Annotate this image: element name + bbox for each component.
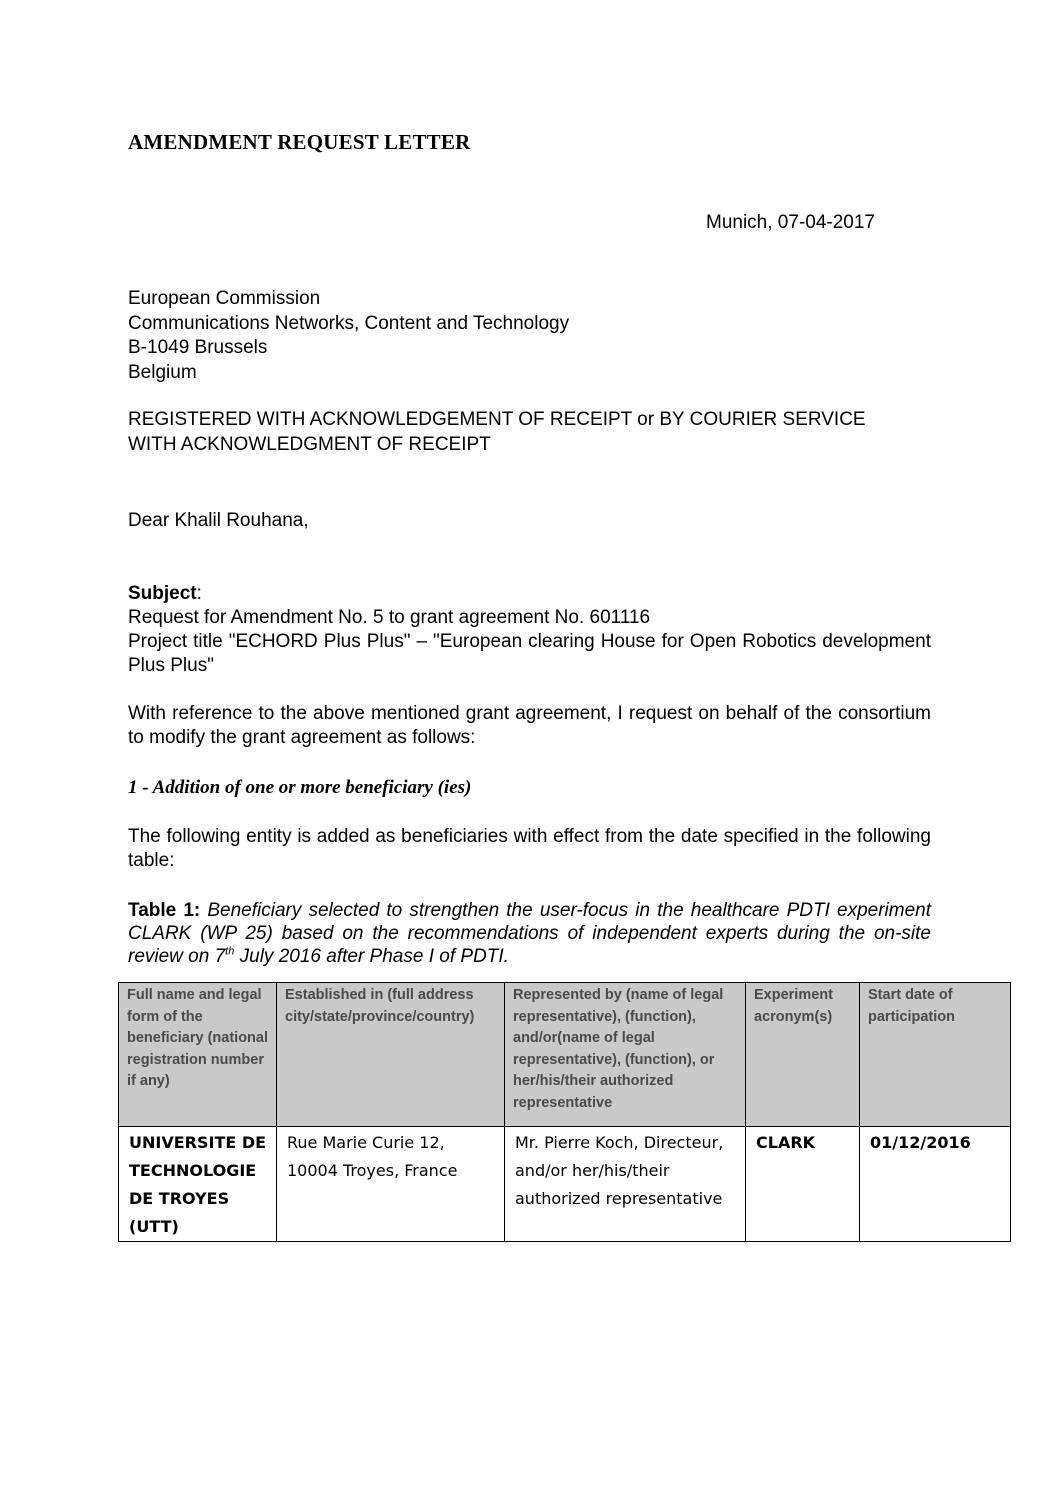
recipient-address bbox=[128, 287, 569, 385]
cell-start-date: 01/12/2016 bbox=[860, 1127, 1011, 1242]
table-header-row bbox=[119, 983, 1011, 1127]
intro-paragraph: With reference to the above mentioned grant agreement, I request on behalf of the consortium to modify the grant agreement as follows: bbox=[128, 703, 931, 748]
subject-colon: : bbox=[196, 583, 202, 604]
header-experiment-acronym: Experiment acronym(s) bbox=[746, 983, 860, 1127]
greeting: Dear Khalil Rouhana, bbox=[128, 510, 309, 531]
cell-address: Rue Marie Curie 12, 10004 Troyes, France bbox=[277, 1127, 505, 1242]
cell-representative: Mr. Pierre Koch, Directeur, and/or her/his/their authorized representative bbox=[505, 1127, 746, 1242]
section-heading: 1 - Addition of one or more beneficiary (ies) bbox=[128, 777, 472, 798]
place-date: Munich, 07-04-2017 bbox=[706, 212, 875, 233]
table-row bbox=[119, 1127, 1011, 1242]
subject-line-1: Request for Amendment No. 5 to grant agreement No. 601116 bbox=[128, 607, 651, 628]
recipient-line: Belgium bbox=[128, 361, 197, 383]
entity-paragraph: The following entity is added as beneficiaries with effect from the date specified in the following table: bbox=[128, 826, 931, 871]
subject-line-2: Project title "ECHORD Plus Plus" – "European clearing House for Open Robotics development Plus Plus" bbox=[128, 631, 931, 676]
header-start-date: Start date of participation bbox=[860, 983, 1011, 1127]
recipient-line: Communications Networks, Content and Technology bbox=[128, 312, 570, 334]
table-caption-text: Beneficiary selected to strengthen the user-focus in the healthcare PDTI experiment CLARK (WP 25) based on the recommendations of independent experts during the on-site review on 7 bbox=[128, 900, 932, 967]
cell-beneficiary-name: UNIVERSITE DE TECHNOLOGIE DE TROYES (UTT) bbox=[119, 1127, 277, 1242]
delivery-note: REGISTERED WITH ACKNOWLEDGEMENT OF RECEIPT or BY COURIER SERVICE WITH ACKNOWLEDGMENT OF RECEIPT bbox=[128, 409, 866, 455]
document-title: AMENDMENT REQUEST LETTER bbox=[128, 130, 471, 154]
table-caption-text-end: July 2016 after Phase I of PDTI. bbox=[234, 946, 509, 967]
table-caption-label: Table 1: bbox=[128, 900, 201, 921]
table-caption bbox=[128, 899, 931, 968]
subject-label: Subject bbox=[128, 583, 197, 604]
cell-experiment: CLARK bbox=[746, 1127, 860, 1242]
recipient-line: European Commission bbox=[128, 288, 321, 309]
header-established-in: Established in (full address city/state/province/country) bbox=[277, 983, 505, 1127]
header-represented-by: Represented by (name of legal representative), (function), and/or(name of legal representative), (function), or her/his/their authorized representative bbox=[505, 983, 746, 1127]
beneficiary-table bbox=[118, 982, 1011, 1242]
table-caption-sup: th bbox=[225, 945, 235, 958]
header-full-name: Full name and legal form of the beneficiary (national registration number if any) bbox=[119, 983, 277, 1127]
subject-block bbox=[128, 582, 931, 678]
recipient-line: B-1049 Brussels bbox=[128, 337, 268, 358]
subject-heading bbox=[128, 582, 931, 606]
